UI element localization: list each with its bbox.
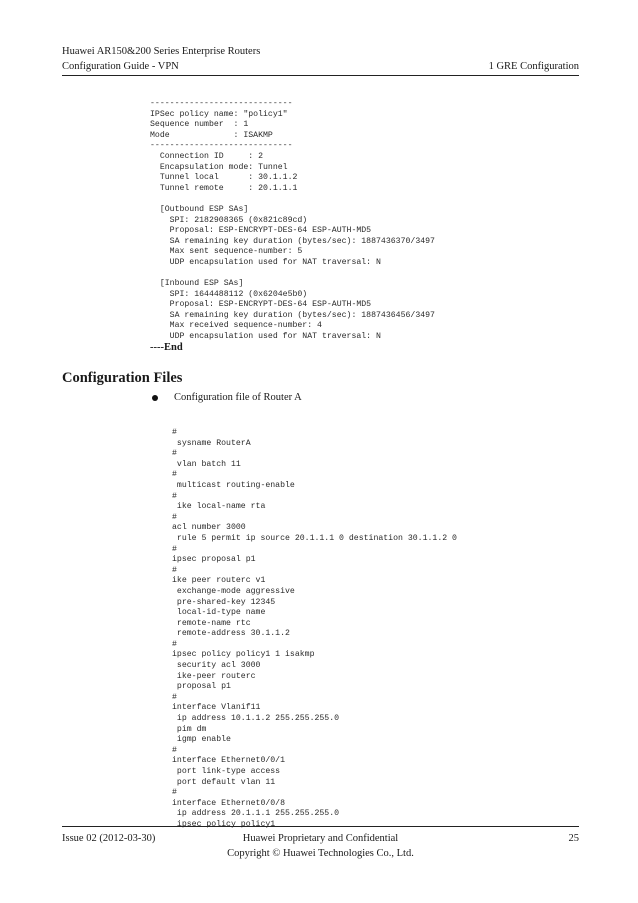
- config-file-code: # sysname RouterA # vlan batch 11 # multicast routing-enable # ike local-name rta # acl number 3000 rule 5 permit ip source 20.1.1.1 0 destination 30.1.1.2 0 # ipsec proposal p1 # ike peer routerc v1 exchange-mode aggressive pre-shared-key 12345 local-id-type name remote-name rtc remote-address 30.1.1.2 # ipsec policy policy1 1 isakmp security acl 3000 ike-peer routerc proposal p1 # interface Vlanif11 ip address 10.1.1.2 255.255.255.0 pim dm igmp enable # interface Ethernet0/0/1 port link-type access port default vlan 11 # interface Ethernet0/0/8 ip address 20.1.1.1 255.255.255.0 ipsec policy policy1: [172, 428, 457, 829]
- footer-confidential: Huawei Proprietary and Confidential: [242, 833, 399, 844]
- footer-copyright: Copyright © Huawei Technologies Co., Ltd.: [227, 848, 414, 859]
- bullet-item: [152, 392, 302, 403]
- footer-rule: [62, 826, 579, 827]
- header-rule: [62, 75, 579, 76]
- header-product: Huawei AR150&200 Series Enterprise Routers: [62, 46, 261, 57]
- section-title: Configuration Files: [62, 370, 183, 386]
- bullet-text: Configuration file of Router A: [174, 392, 302, 403]
- end-marker: ----End: [150, 342, 183, 353]
- footer-issue: Issue 02 (2012-03-30): [62, 833, 156, 844]
- header-row: [62, 59, 579, 74]
- footer-center: [62, 831, 579, 861]
- page-number: 25: [568, 833, 579, 844]
- header-chapter: 1 GRE Configuration: [488, 61, 579, 72]
- page-header: [62, 44, 579, 74]
- bullet-dot-icon: [152, 395, 158, 401]
- display-output-code: ----------------------------- IPSec policy name: "policy1" Sequence number : 1 Mode : ISAKMP ----------------------------- Connection ID : 2 Encapsulation mode: Tunnel Tunnel local : 30.1.1.2 Tunnel remote : 20.1.1.1 [Outbound ESP SAs] SPI: 2182908365 (0x821c89cd) Proposal: ESP-ENCRYPT-DES-64 ESP-AUTH-MD5 SA remaining key duration (bytes/sec): 1887436370/3497 Max sent sequence-number: 5 UDP encapsulation used for NAT traversal: N [Inbound ESP SAs] SPI: 1644488112 (0x6204e5b0) Proposal: ESP-ENCRYPT-DES-64 ESP-AUTH-MD5 SA remaining key duration (bytes/sec): 1887436456/3497 Max received sequence-number: 4 UDP encapsulation used for NAT traversal: N: [150, 99, 435, 342]
- header-guide: Configuration Guide - VPN: [62, 61, 179, 72]
